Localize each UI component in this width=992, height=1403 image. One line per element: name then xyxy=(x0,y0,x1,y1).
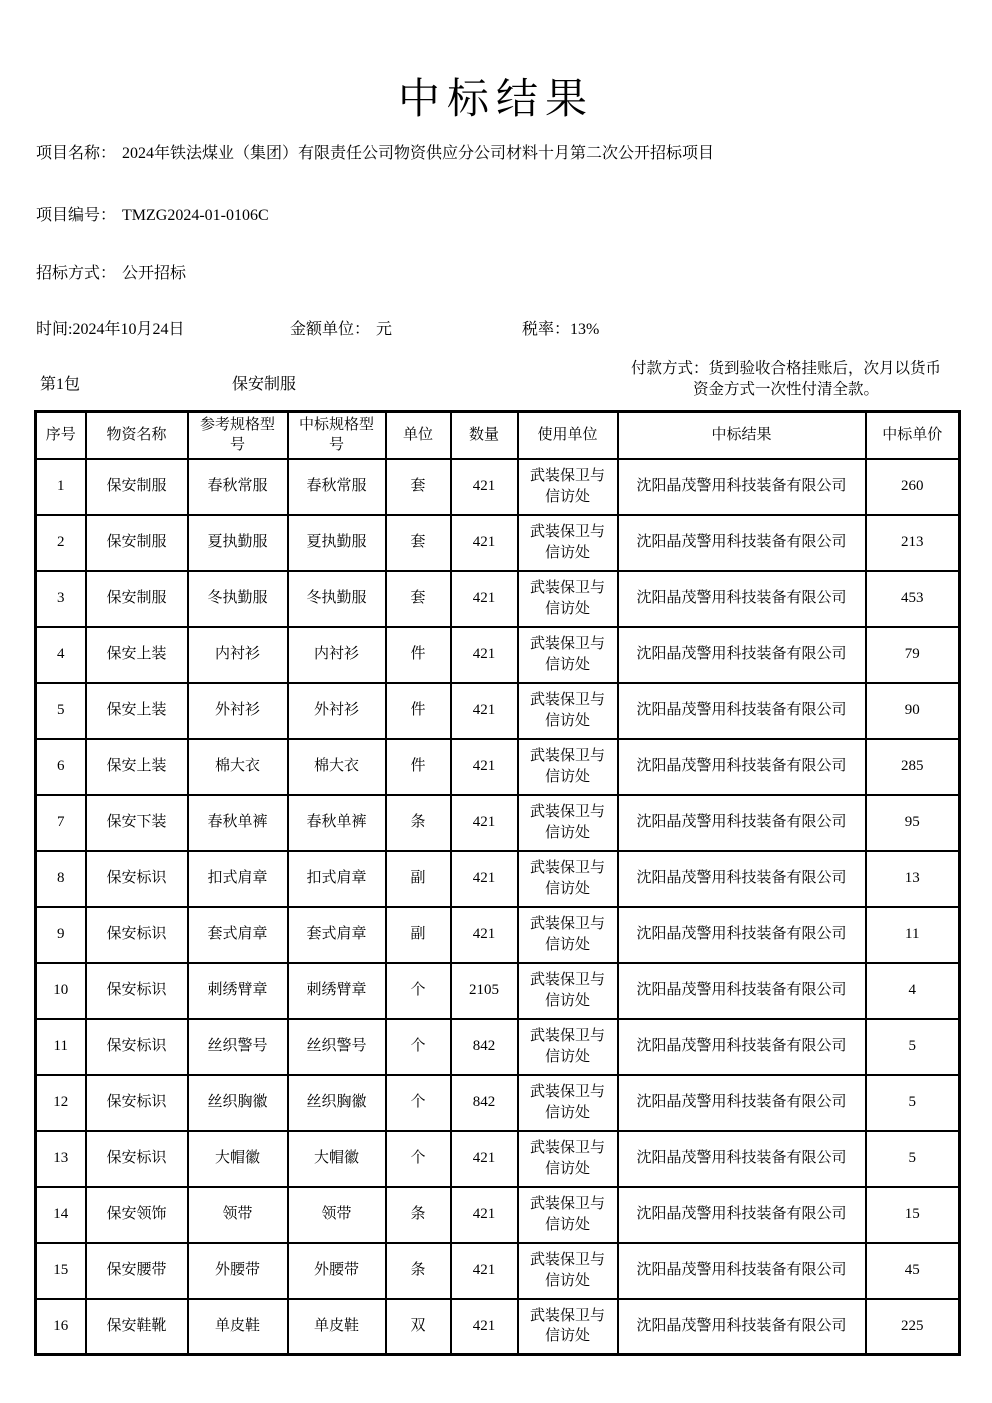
cell-quantity: 421 xyxy=(451,1243,518,1299)
cell-material_name: 保安标识 xyxy=(86,851,188,907)
cell-material_name: 保安下装 xyxy=(86,795,188,851)
cell-unit_price: 11 xyxy=(866,907,960,963)
cell-unit: 条 xyxy=(386,1243,451,1299)
cell-ref_spec: 春秋单裤 xyxy=(188,795,288,851)
cell-unit: 套 xyxy=(386,571,451,627)
cell-quantity: 421 xyxy=(451,1131,518,1187)
cell-material_name: 保安标识 xyxy=(86,963,188,1019)
table-row xyxy=(36,963,960,1019)
table-row xyxy=(36,739,960,795)
cell-ref_spec: 内衬衫 xyxy=(188,627,288,683)
cell-user_unit: 武装保卫与信访处 xyxy=(518,1187,618,1243)
amount-unit-field xyxy=(290,316,392,339)
col-header-unit: 单位 xyxy=(386,412,451,459)
cell-unit_price: 90 xyxy=(866,683,960,739)
cell-seq: 10 xyxy=(36,963,86,1019)
cell-ref_spec: 棉大衣 xyxy=(188,739,288,795)
project-name-label: 项目名称： xyxy=(36,145,117,162)
cell-unit_price: 453 xyxy=(866,571,960,627)
col-header-user_unit: 使用单位 xyxy=(518,412,618,459)
cell-bid_spec: 春秋常服 xyxy=(288,459,386,515)
cell-bid_spec: 内衬衫 xyxy=(288,627,386,683)
cell-seq: 3 xyxy=(36,571,86,627)
cell-quantity: 421 xyxy=(451,683,518,739)
cell-bid_result: 沈阳晶茂警用科技装备有限公司 xyxy=(618,795,866,851)
cell-unit: 副 xyxy=(386,851,451,907)
payment-method-block xyxy=(612,358,960,400)
cell-bid_result: 沈阳晶茂警用科技装备有限公司 xyxy=(618,515,866,571)
cell-unit: 件 xyxy=(386,683,451,739)
cell-ref_spec: 刺绣臂章 xyxy=(188,963,288,1019)
cell-quantity: 421 xyxy=(451,571,518,627)
cell-bid_spec: 冬执勤服 xyxy=(288,571,386,627)
cell-bid_spec: 棉大衣 xyxy=(288,739,386,795)
page-title: 中标结果 xyxy=(397,77,594,123)
cell-user_unit: 武装保卫与信访处 xyxy=(518,851,618,907)
cell-material_name: 保安制服 xyxy=(86,459,188,515)
cell-seq: 5 xyxy=(36,683,86,739)
cell-bid_spec: 夏执勤服 xyxy=(288,515,386,571)
col-header-quantity: 数量 xyxy=(451,412,518,459)
cell-bid_result: 沈阳晶茂警用科技装备有限公司 xyxy=(618,1243,866,1299)
cell-unit_price: 260 xyxy=(866,459,960,515)
cell-unit_price: 5 xyxy=(866,1019,960,1075)
cell-unit_price: 95 xyxy=(866,795,960,851)
time-field xyxy=(36,316,184,339)
cell-user_unit: 武装保卫与信访处 xyxy=(518,515,618,571)
cell-unit_price: 5 xyxy=(866,1075,960,1131)
cell-bid_spec: 外衬衫 xyxy=(288,683,386,739)
cell-seq: 2 xyxy=(36,515,86,571)
time-value: 2024年10月24日 xyxy=(72,321,185,338)
cell-quantity: 421 xyxy=(451,515,518,571)
cell-seq: 1 xyxy=(36,459,86,515)
cell-bid_spec: 外腰带 xyxy=(288,1243,386,1299)
project-name-value: 2024年铁法煤业（集团）有限责任公司物资供应分公司材料十月第二次公开招标项目 xyxy=(122,145,715,162)
table-row xyxy=(36,459,960,515)
cell-ref_spec: 冬执勤服 xyxy=(188,571,288,627)
cell-bid_spec: 刺绣臂章 xyxy=(288,963,386,1019)
table-row xyxy=(36,851,960,907)
table-row xyxy=(36,571,960,627)
payment-label: 付款方式： xyxy=(630,360,709,377)
cell-user_unit: 武装保卫与信访处 xyxy=(518,739,618,795)
cell-material_name: 保安标识 xyxy=(86,1131,188,1187)
cell-seq: 11 xyxy=(36,1019,86,1075)
table-row xyxy=(36,795,960,851)
cell-material_name: 保安领饰 xyxy=(86,1187,188,1243)
cell-bid_result: 沈阳晶茂警用科技装备有限公司 xyxy=(618,627,866,683)
cell-bid_result: 沈阳晶茂警用科技装备有限公司 xyxy=(618,571,866,627)
cell-user_unit: 武装保卫与信访处 xyxy=(518,795,618,851)
table-row xyxy=(36,1075,960,1131)
tax-rate-label: 税率： xyxy=(522,321,571,338)
cell-quantity: 421 xyxy=(451,1299,518,1355)
cell-bid_spec: 大帽徽 xyxy=(288,1131,386,1187)
cell-bid_result: 沈阳晶茂警用科技装备有限公司 xyxy=(618,1131,866,1187)
amount-unit-label: 金额单位： xyxy=(290,321,371,338)
cell-quantity: 421 xyxy=(451,459,518,515)
cell-unit_price: 213 xyxy=(866,515,960,571)
cell-bid_result: 沈阳晶茂警用科技装备有限公司 xyxy=(618,1299,866,1355)
cell-ref_spec: 外腰带 xyxy=(188,1243,288,1299)
cell-material_name: 保安制服 xyxy=(86,571,188,627)
cell-ref_spec: 领带 xyxy=(188,1187,288,1243)
cell-user_unit: 武装保卫与信访处 xyxy=(518,459,618,515)
cell-bid_result: 沈阳晶茂警用科技装备有限公司 xyxy=(618,1075,866,1131)
cell-ref_spec: 丝织胸徽 xyxy=(188,1075,288,1131)
cell-bid_spec: 扣式肩章 xyxy=(288,851,386,907)
table-row xyxy=(36,683,960,739)
cell-unit_price: 5 xyxy=(866,1131,960,1187)
cell-user_unit: 武装保卫与信访处 xyxy=(518,907,618,963)
cell-bid_result: 沈阳晶茂警用科技装备有限公司 xyxy=(618,683,866,739)
cell-material_name: 保安标识 xyxy=(86,907,188,963)
cell-bid_result: 沈阳晶茂警用科技装备有限公司 xyxy=(618,963,866,1019)
results-table-body xyxy=(36,459,960,1355)
cell-bid_spec: 单皮鞋 xyxy=(288,1299,386,1355)
cell-material_name: 保安腰带 xyxy=(86,1243,188,1299)
cell-quantity: 2105 xyxy=(451,963,518,1019)
col-header-bid_spec: 中标规格型号 xyxy=(288,412,386,459)
table-row xyxy=(36,1019,960,1075)
project-no-label: 项目编号： xyxy=(36,207,117,224)
cell-ref_spec: 扣式肩章 xyxy=(188,851,288,907)
cell-user_unit: 武装保卫与信访处 xyxy=(518,1131,618,1187)
cell-bid_result: 沈阳晶茂警用科技装备有限公司 xyxy=(618,739,866,795)
table-row xyxy=(36,1187,960,1243)
cell-ref_spec: 夏执勤服 xyxy=(188,515,288,571)
cell-unit: 个 xyxy=(386,1075,451,1131)
cell-bid_result: 沈阳晶茂警用科技装备有限公司 xyxy=(618,1187,866,1243)
package-name: 保安制服 xyxy=(232,376,297,393)
payment-line-2: 资金方式一次性付清全款。 xyxy=(692,381,879,398)
cell-ref_spec: 单皮鞋 xyxy=(188,1299,288,1355)
cell-quantity: 842 xyxy=(451,1019,518,1075)
cell-ref_spec: 春秋常服 xyxy=(188,459,288,515)
cell-seq: 9 xyxy=(36,907,86,963)
table-row xyxy=(36,1299,960,1355)
payment-line-1 xyxy=(612,358,960,379)
tax-rate-field xyxy=(522,316,599,339)
cell-unit_price: 79 xyxy=(866,627,960,683)
cell-material_name: 保安制服 xyxy=(86,515,188,571)
cell-seq: 13 xyxy=(36,1131,86,1187)
cell-user_unit: 武装保卫与信访处 xyxy=(518,1019,618,1075)
cell-material_name: 保安上装 xyxy=(86,739,188,795)
cell-unit: 副 xyxy=(386,907,451,963)
cell-unit_price: 45 xyxy=(866,1243,960,1299)
cell-bid_result: 沈阳晶茂警用科技装备有限公司 xyxy=(618,1019,866,1075)
amount-unit-value: 元 xyxy=(376,321,393,338)
cell-material_name: 保安标识 xyxy=(86,1019,188,1075)
col-header-unit_price: 中标单价 xyxy=(866,412,960,459)
cell-user_unit: 武装保卫与信访处 xyxy=(518,683,618,739)
project-no-value: TMZG2024-01-0106C xyxy=(122,207,269,224)
cell-quantity: 421 xyxy=(451,739,518,795)
table-row xyxy=(36,1131,960,1187)
cell-material_name: 保安上装 xyxy=(86,627,188,683)
table-row xyxy=(36,627,960,683)
cell-unit: 双 xyxy=(386,1299,451,1355)
cell-quantity: 421 xyxy=(451,851,518,907)
cell-quantity: 421 xyxy=(451,795,518,851)
cell-quantity: 421 xyxy=(451,1187,518,1243)
tax-rate-value: 13% xyxy=(570,321,600,338)
cell-seq: 4 xyxy=(36,627,86,683)
cell-seq: 6 xyxy=(36,739,86,795)
cell-user_unit: 武装保卫与信访处 xyxy=(518,1243,618,1299)
cell-unit: 件 xyxy=(386,627,451,683)
col-header-material_name: 物资名称 xyxy=(86,412,188,459)
cell-ref_spec: 大帽徽 xyxy=(188,1131,288,1187)
bid-method-line xyxy=(36,260,186,283)
bid-method-value: 公开招标 xyxy=(122,265,187,282)
cell-unit_price: 285 xyxy=(866,739,960,795)
table-header-row xyxy=(36,412,960,459)
col-header-ref_spec: 参考规格型号 xyxy=(188,412,288,459)
bid-method-label: 招标方式： xyxy=(36,265,117,282)
cell-user_unit: 武装保卫与信访处 xyxy=(518,627,618,683)
col-header-seq: 序号 xyxy=(36,412,86,459)
cell-quantity: 421 xyxy=(451,627,518,683)
package-number: 第1包 xyxy=(40,376,81,393)
cell-quantity: 842 xyxy=(451,1075,518,1131)
cell-unit_price: 225 xyxy=(866,1299,960,1355)
cell-unit_price: 15 xyxy=(866,1187,960,1243)
cell-unit: 件 xyxy=(386,739,451,795)
cell-bid_spec: 套式肩章 xyxy=(288,907,386,963)
cell-seq: 12 xyxy=(36,1075,86,1131)
cell-material_name: 保安标识 xyxy=(86,1075,188,1131)
cell-unit: 个 xyxy=(386,1131,451,1187)
cell-unit: 个 xyxy=(386,1019,451,1075)
project-name-line xyxy=(36,140,714,163)
table-row xyxy=(36,515,960,571)
cell-unit: 套 xyxy=(386,459,451,515)
cell-unit_price: 13 xyxy=(866,851,960,907)
cell-bid_spec: 春秋单裤 xyxy=(288,795,386,851)
cell-bid_spec: 丝织警号 xyxy=(288,1019,386,1075)
project-no-line xyxy=(36,202,269,225)
table-row xyxy=(36,907,960,963)
cell-user_unit: 武装保卫与信访处 xyxy=(518,571,618,627)
col-header-bid_result: 中标结果 xyxy=(618,412,866,459)
table-row xyxy=(36,1243,960,1299)
cell-seq: 7 xyxy=(36,795,86,851)
cell-bid_result: 沈阳晶茂警用科技装备有限公司 xyxy=(618,907,866,963)
cell-bid_spec: 丝织胸徽 xyxy=(288,1075,386,1131)
time-label: 时间: xyxy=(36,321,73,338)
cell-ref_spec: 丝织警号 xyxy=(188,1019,288,1075)
cell-quantity: 421 xyxy=(451,907,518,963)
cell-seq: 16 xyxy=(36,1299,86,1355)
cell-unit: 条 xyxy=(386,795,451,851)
results-table xyxy=(34,410,961,1356)
cell-material_name: 保安鞋靴 xyxy=(86,1299,188,1355)
cell-material_name: 保安上装 xyxy=(86,683,188,739)
cell-user_unit: 武装保卫与信访处 xyxy=(518,1299,618,1355)
cell-bid_result: 沈阳晶茂警用科技装备有限公司 xyxy=(618,851,866,907)
cell-seq: 8 xyxy=(36,851,86,907)
cell-bid_spec: 领带 xyxy=(288,1187,386,1243)
cell-unit: 套 xyxy=(386,515,451,571)
cell-bid_result: 沈阳晶茂警用科技装备有限公司 xyxy=(618,459,866,515)
cell-user_unit: 武装保卫与信访处 xyxy=(518,1075,618,1131)
cell-unit: 个 xyxy=(386,963,451,1019)
cell-user_unit: 武装保卫与信访处 xyxy=(518,963,618,1019)
payment-text-1: 货到验收合格挂账后，次月以货币 xyxy=(708,360,942,377)
cell-ref_spec: 套式肩章 xyxy=(188,907,288,963)
cell-unit: 条 xyxy=(386,1187,451,1243)
cell-unit_price: 4 xyxy=(866,963,960,1019)
cell-ref_spec: 外衬衫 xyxy=(188,683,288,739)
cell-seq: 15 xyxy=(36,1243,86,1299)
cell-seq: 14 xyxy=(36,1187,86,1243)
